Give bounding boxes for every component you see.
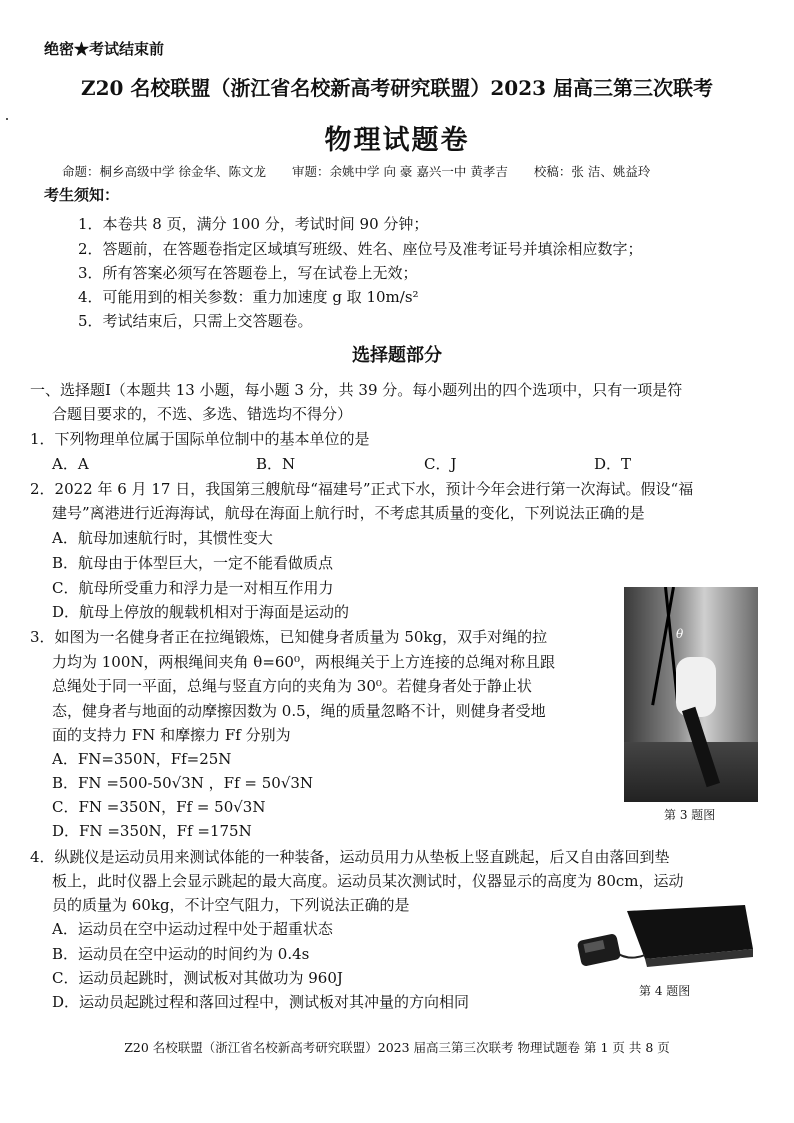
- q2-stem-line1: 2．2022 年 6 月 17 日，我国第三艘航母“福建号”正式下水，预计今年会进行第一次海试。假设“福: [30, 480, 694, 498]
- q1-option-a: A．A: [52, 455, 89, 473]
- q3-figure-caption: 第 3 题图: [664, 808, 716, 822]
- q4-option-d: D．运动员起跳过程和落回过程中，测试板对其冲量的方向相同: [52, 993, 470, 1011]
- q3-stem-line1: 3．如图为一名健身者正在拉绳锻炼，已知健身者质量为 50kg，双手对绳的拉: [30, 628, 548, 646]
- q1-option-c: C．J: [424, 455, 457, 473]
- notice-item-3: 3．所有答案必须写在答题卷上，写在试卷上无效；: [78, 264, 418, 282]
- q4-figure-caption: 第 4 题图: [639, 984, 691, 998]
- credit-reviewer: 审题：余姚中学 向 豪 嘉兴一中 黄孝吉: [291, 164, 508, 179]
- q2-option-b: B．航母由于体型巨大，一定不能看做质点: [52, 554, 334, 572]
- q2-option-d: D．航母上停放的舰载机相对于海面是运动的: [52, 603, 350, 621]
- q3-figure-photo: [624, 587, 758, 802]
- q4-option-b: B．运动员在空中运动的时间约为 0.4s: [52, 945, 310, 963]
- q3-stem-line5: 面的支持力 FN 和摩擦力 Ff 分别为: [52, 726, 291, 744]
- q4-option-a: A．运动员在空中运动过程中处于超重状态: [52, 920, 333, 938]
- q4-stem-line1: 4．纵跳仪是运动员用来测试体能的一种装备，运动员用力从垫板上竖直跳起，后又自由落回到垫: [30, 848, 670, 866]
- exam-title: Z20 名校联盟（浙江省名校新高考研究联盟）2023 届高三第三次联考: [80, 76, 714, 100]
- q1-option-b: B．N: [256, 455, 296, 473]
- q3-option-a: A．FN=350N，Ff=25N: [52, 750, 232, 768]
- credit-proofreader: 校稿：张 洁、姚益玲: [533, 164, 651, 179]
- q3-option-d: D．FN =350N，Ff =175N: [52, 822, 252, 840]
- notice-item-5: 5．考试结束后，只需上交答题卷。: [78, 312, 313, 330]
- q2-option-c: C．航母所受重力和浮力是一对相互作用力: [52, 579, 334, 597]
- q3-stem-line3: 总绳处于同一平面，总绳与竖直方向的夹角为 30⁰。若健身者处于静止状: [52, 677, 532, 695]
- part1-instructions-line1: 一、选择题Ⅰ（本题共 13 小题，每小题 3 分，共 39 分。每小题列出的四个选项中，只有一项是符: [30, 381, 683, 399]
- angle-theta-label: θ: [676, 627, 684, 641]
- q2-stem-line2: 建号”离港进行近海海试，航母在海面上航行时，不考虑其质量的变化，下列说法正确的是: [52, 504, 645, 522]
- q4-figure-jump-tester: [575, 897, 755, 977]
- q4-stem-line3: 员的质量为 60kg，不计空气阻力，下列说法正确的是: [52, 896, 410, 914]
- q4-stem-line2: 板上，此时仪器上会显示跳起的最大高度。运动员某次测试时，仪器显示的高度为 80cm，运动: [52, 872, 684, 890]
- confidential-label: 绝密★考试结束前: [44, 40, 165, 58]
- q2-option-a: A．航母加速航行时，其惯性变大: [52, 529, 273, 547]
- credits-line: [62, 162, 672, 180]
- q3-option-c: C．FN =350N，Ff = 50√3N: [52, 798, 266, 816]
- notice-item-4: 4．可能用到的相关参数：重力加速度 g 取 10m/s²: [78, 288, 419, 306]
- q1-option-d: D．T: [594, 455, 632, 473]
- q3-stem-line4: 态，健身者与地面的动摩擦因数为 0.5，绳的质量忽略不计，则健身者受地: [52, 702, 546, 720]
- gym-floor: [624, 742, 758, 802]
- paper-title: 物理试题卷: [324, 125, 470, 156]
- notice-heading: 考生须知：: [44, 186, 120, 204]
- q1-stem: 1．下列物理单位属于国际单位制中的基本单位的是: [30, 430, 370, 448]
- q4-option-c: C．运动员起跳时，测试板对其做功为 960J: [52, 969, 343, 987]
- q3-stem-line2: 力均为 100N，两根绳间夹角 θ=60⁰，两根绳关于上方连接的总绳对称且跟: [52, 653, 555, 671]
- q3-option-b: B．FN =500-50√3N ，Ff = 50√3N: [52, 774, 314, 792]
- section-title: 选择题部分: [352, 345, 442, 366]
- part1-instructions-line2: 合题目要求的，不选、多选、错选均不得分）: [52, 405, 353, 423]
- page-footer: Z20 名校联盟（浙江省名校新高考研究联盟）2023 届高三第三次联考 物理试题卷 第 1 页 共 8 页: [124, 1040, 670, 1055]
- notice-item-1: 1．本卷共 8 页，满分 100 分，考试时间 90 分钟；: [78, 215, 429, 233]
- credit-author: 命题：桐乡高级中学 徐金华、陈文龙: [62, 164, 266, 179]
- notice-item-2: 2．答题前，在答题卷指定区域填写班级、姓名、座位号及准考证号并填涂相应数字；: [78, 240, 643, 258]
